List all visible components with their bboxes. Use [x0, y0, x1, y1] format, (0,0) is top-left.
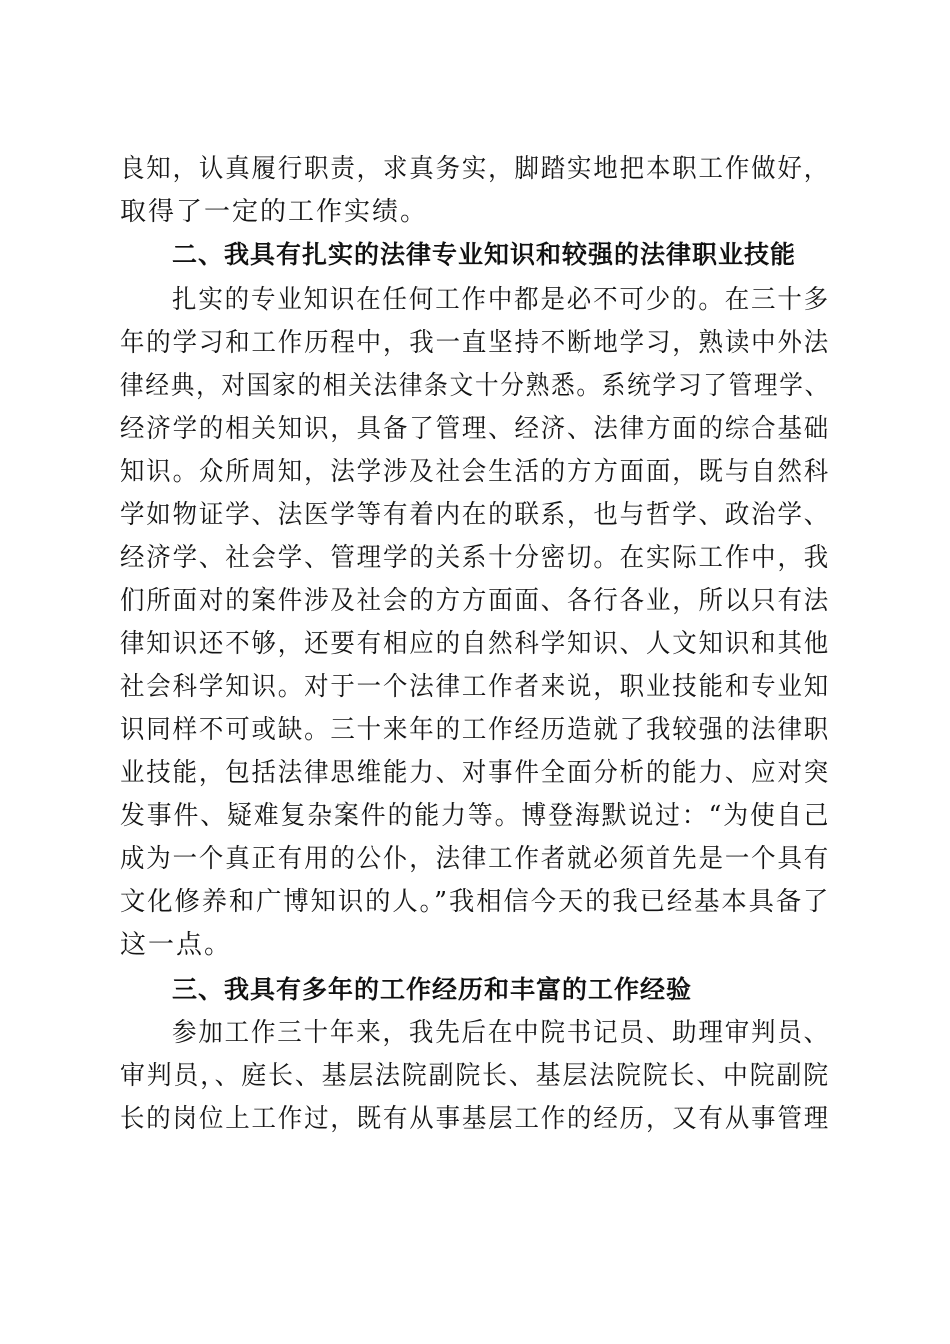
section2-line-12: 业技能，包括法律思维能力、对事件全面分析的能力、应对突 — [120, 758, 831, 788]
section2-line-4: 经济学的相关知识，具备了管理、经济、法律方面的综合基础 — [120, 414, 831, 444]
section2-line-9: 律知识还不够，还要有相应的自然科学知识、人文知识和其他 — [120, 629, 831, 659]
section2-line-6: 学如物证学、法医学等有着内在的联系，也与哲学、政治学、 — [120, 500, 831, 530]
section2-line-5: 知识。众所周知，法学涉及社会生活的方方面面，既与自然科 — [120, 457, 831, 487]
section2-line-1: 扎实的专业知识在任何工作中都是必不可少的。在三十多 — [172, 285, 831, 315]
section3-line-3: 长的岗位上工作过，既有从事基层工作的经历，又有从事管理 — [120, 1104, 831, 1134]
section3-line-2: 审判员，、庭长、基层法院副院长、基层法院院长、中院副院 — [120, 1061, 831, 1091]
section2-line-14: 成为一个真正有用的公仆，法律工作者就必须首先是一个具有 — [120, 844, 831, 874]
section2-line-8: 们所面对的案件涉及社会的方方面面、各行各业，所以只有法 — [120, 586, 831, 616]
section2-line-7: 经济学、社会学、管理学的关系十分密切。在实际工作中，我 — [120, 543, 831, 573]
intro-line-2: 取得了一定的工作实绩。 — [120, 197, 429, 227]
section2-line-11: 识同样不可或缺。三十来年的工作经历造就了我较强的法律职 — [120, 715, 831, 745]
section2-line-10: 社会科学知识。对于一个法律工作者来说，职业技能和专业知 — [120, 672, 831, 702]
section2-line-3: 律经典，对国家的相关法律条文十分熟悉。系统学习了管理学、 — [120, 371, 831, 401]
section2-line-13: 发事件、疑难复杂案件的能力等。博登海默说过：“为使自己 — [120, 801, 831, 831]
section3-heading: 三、我具有多年的工作经历和丰富的工作经验 — [172, 975, 693, 1004]
section2-line-16: 这一点。 — [120, 930, 233, 960]
section2-line-2: 年的学习和工作历程中，我一直坚持不断地学习，熟读中外法 — [120, 328, 831, 358]
section2-heading: 二、我具有扎实的法律专业知识和较强的法律职业技能 — [172, 240, 797, 269]
intro-line-1: 良知，认真履行职责，求真务实，脚踏实地把本职工作做好， — [120, 154, 831, 184]
section2-line-15: 文化修养和广博知识的人。”我相信今天的我已经基本具备了 — [120, 887, 831, 917]
section3-line-1: 参加工作三十年来，我先后在中院书记员、助理审判员、 — [172, 1018, 831, 1048]
